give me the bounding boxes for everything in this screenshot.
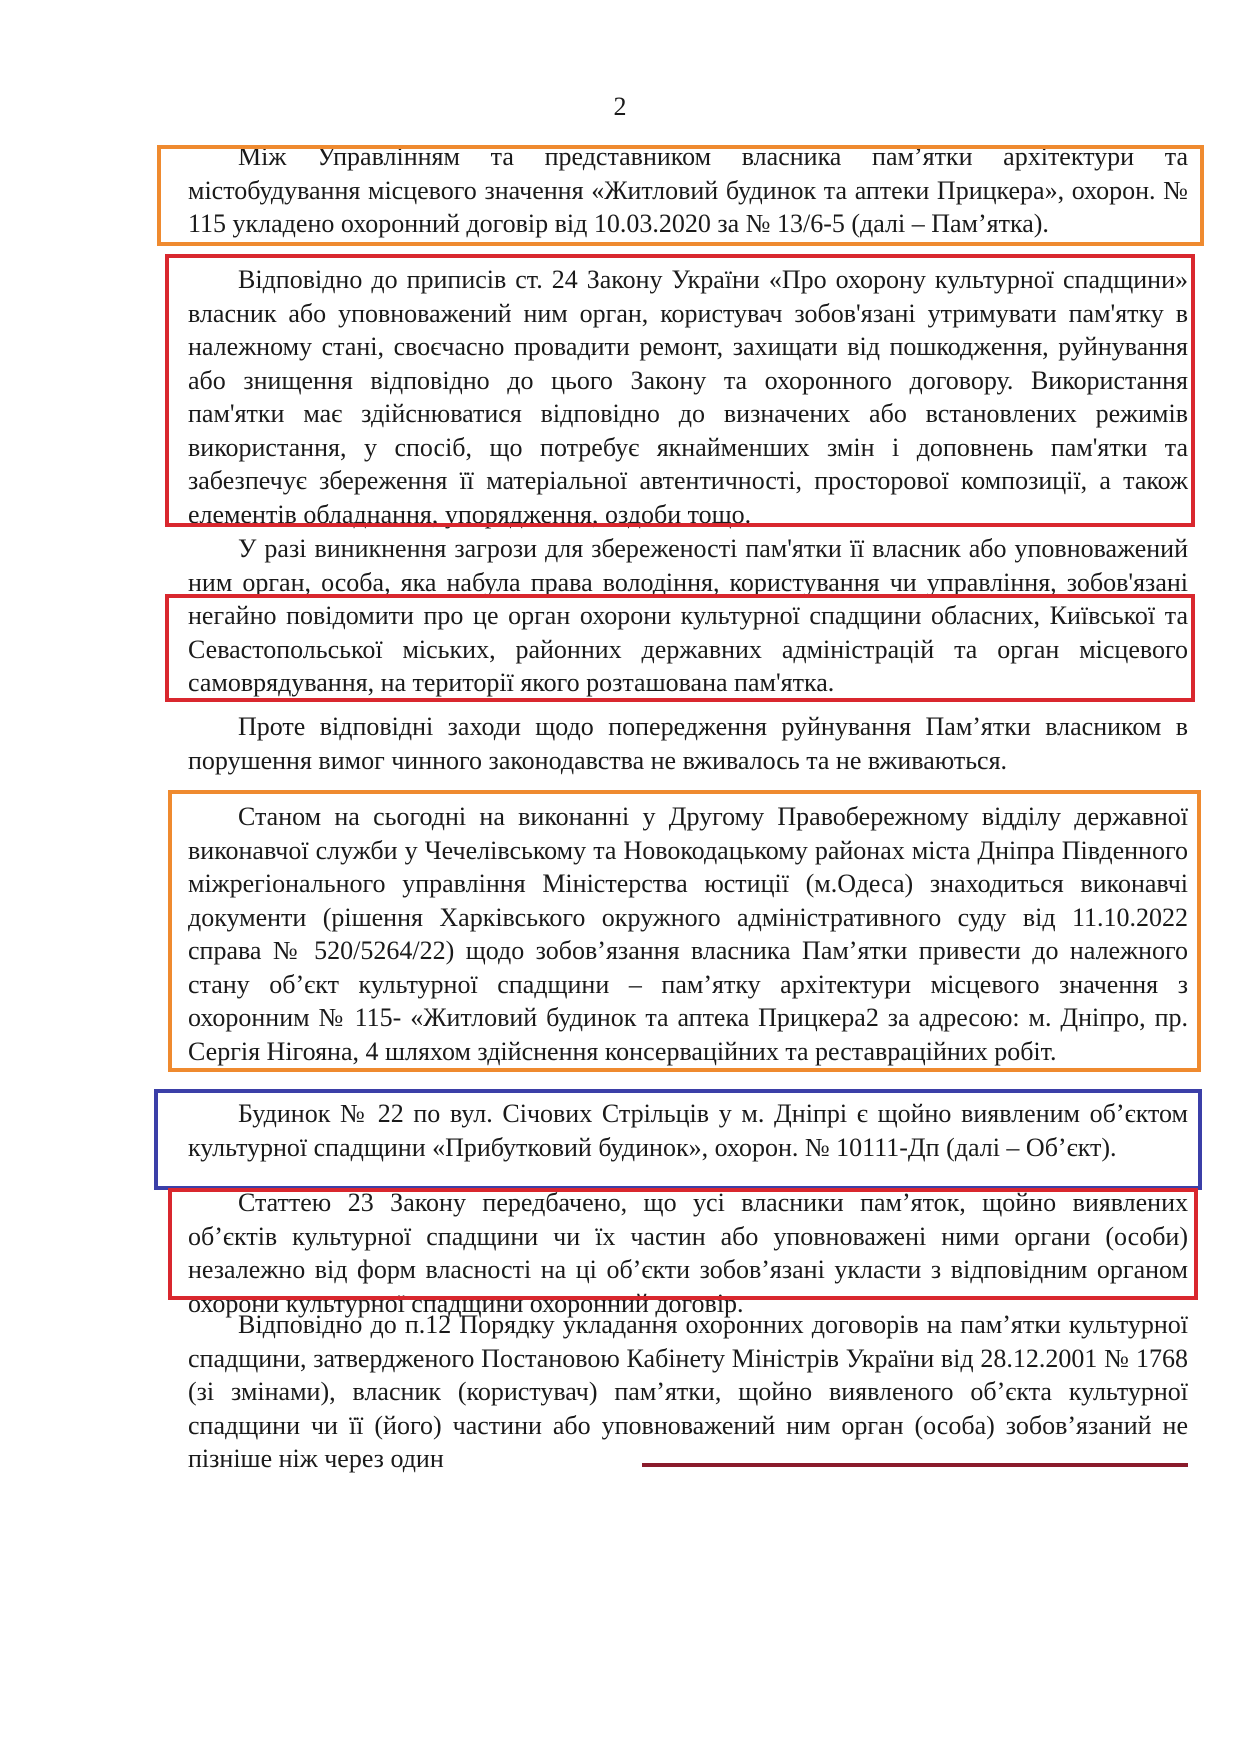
paragraph-text: У разі виникнення загрози для збереженості пам'ятки її власник або уповноважений ним орган, особа, яка набула права володіння, користування чи управління, зобов'язані негайно повідомити про це орган охорони культурної спадщини обласних, Київської та Севастопольської міських, районних державних адміністрацій та орган місцевого самоврядування, на території якого розташована пам'ятка.	[188, 534, 1188, 697]
paragraph-text: Між Управлінням та представником власника пам’ятки архітектури та містобудування місцевого значення «Житловий будинок та аптеки Прицкера», охорон. № 115 укладено охоронний договір від 10.03.2020 за № 13/6-5 (далі – Пам’ятка).	[188, 142, 1188, 238]
paragraph-threat-notification	[188, 532, 1188, 700]
paragraph-text: Статтею 23 Закону передбачено, що усі власники пам’яток, щойно виявлених об’єктів культурної спадщини чи їх частин або уповноважені ними органи (особи) незалежно від форм власності на ці об’єкти зобов’язані укласти з відповідним органом охорони культурної спадщини охоронний договір.	[188, 1188, 1188, 1318]
underline-mark	[642, 1463, 1188, 1467]
paragraph-procedure-p12	[188, 1308, 1188, 1476]
paragraph-article-23	[188, 1186, 1188, 1320]
paragraph-text: Проте відповідні заходи щодо попередження руйнування Пам’ятки власником в порушення вимог чинного законодавства не вживалось та не вживаються.	[188, 712, 1188, 775]
page-number: 2	[613, 92, 627, 121]
paragraph-guard-agreement	[188, 140, 1188, 241]
paragraph-text: Відповідно до п.12 Порядку укладання охоронних договорів на пам’ятки культурної спадщини, затвердженого Постановою Кабінету Міністрів України від 28.12.2001 № 1768 (зі змінами), власник (користувач) пам’ятки, щойно виявленого об’єкта культурної спадщини чи її (його) частини або уповноважений ним орган (особа) зобов’язаний не пізніше ніж через один	[188, 1310, 1188, 1473]
paragraph-enforcement-documents	[188, 800, 1188, 1068]
paragraph-article-24	[188, 263, 1188, 531]
paragraph-text: Відповідно до приписів ст. 24 Закону України «Про охорону культурної спадщини» власник або уповноважений ним орган, користувач зобов'язані утримувати пам'ятку в належному стані, своєчасно провадити ремонт, захищати від пошкодження, руйнування або знищення відповідно до цього Закону та охоронного договору. Використання пам'ятки має здійснюватися відповідно до визначених або встановлених режимів використання, у спосіб, що потребує якнайменших змін і доповнень пам'ятки та забезпечує збереження її матеріальної автентичності, просторової композиції, а також елементів обладнання, упорядження, оздоби тощо.	[188, 265, 1188, 529]
paragraph-measures-not-taken	[188, 710, 1188, 777]
paragraph-building-22	[188, 1097, 1188, 1164]
paragraph-text: Станом на сьогодні на виконанні у Другому Правобережному відділу державної виконавчої служби у Чечелівському та Новокодацькому районах міста Дніпра Південного міжрегіонального управління Міністерства юстиції (м.Одеса) знаходиться виконавчі документи (рішення Харківського окружного адміністративного суду від 11.10.2022 справа № 520/5264/22) щодо зобов’язання власника Пам’ятки привести до належного стану об’єкт культурної спадщини – пам’ятку архітектури місцевого значення з охоронним № 115- «Житловий будинок та аптека Прицкера2 за адресою: м. Дніпро, пр. Сергія Нігояна, 4 шляхом здійснення консерваційних та реставраційних робіт.	[188, 802, 1188, 1066]
paragraph-text: Будинок № 22 по вул. Січових Стрільців у м. Дніпрі є щойно виявленим об’єктом культурної спадщини «Прибутковий будинок», охорон. № 10111-Дп (далі – Об’єкт).	[188, 1099, 1188, 1162]
